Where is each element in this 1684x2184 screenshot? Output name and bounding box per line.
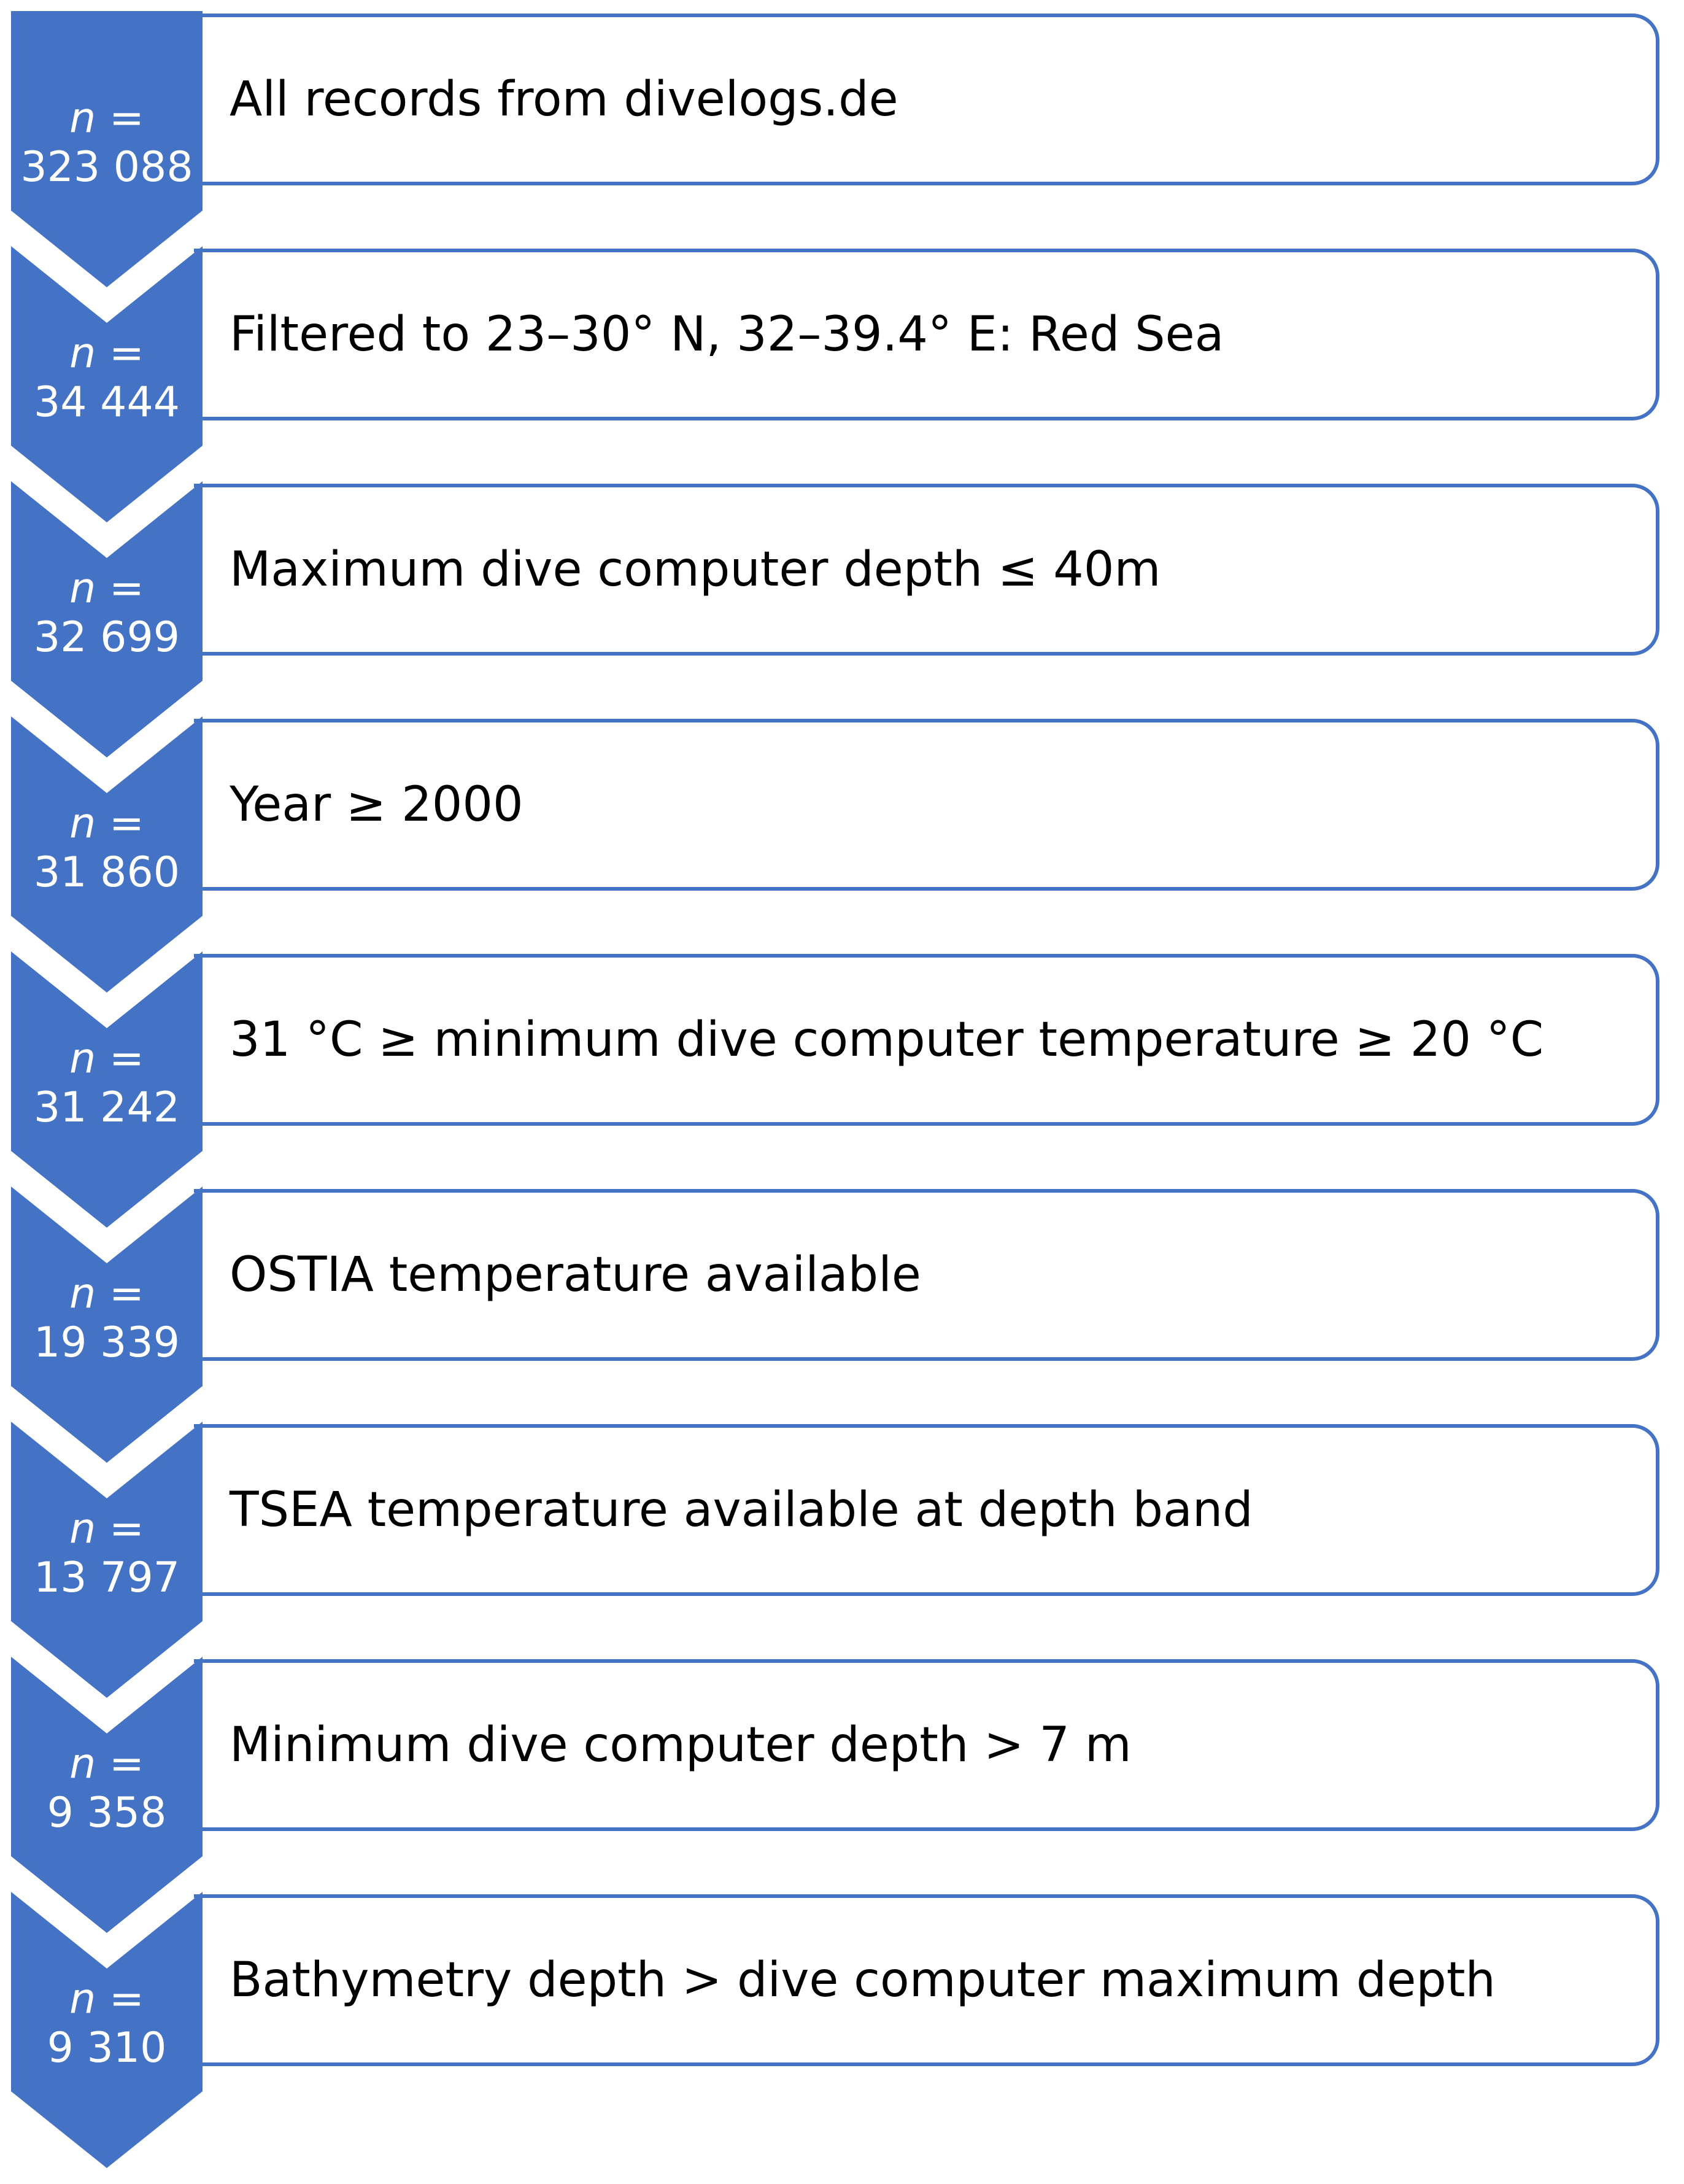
step-n-label: n = bbox=[69, 1504, 144, 1553]
step-box bbox=[194, 1424, 1659, 1596]
step-box bbox=[194, 484, 1659, 656]
step-n-label: n = bbox=[69, 1740, 144, 1788]
step-n-label: n = bbox=[69, 1269, 144, 1318]
step-count: 34 444 bbox=[34, 378, 180, 427]
flow-step-3 bbox=[0, 470, 1684, 707]
step-count: 32 699 bbox=[34, 613, 180, 662]
step-count: 323 088 bbox=[20, 143, 193, 192]
step-box bbox=[194, 14, 1659, 185]
flow-step-9 bbox=[0, 1881, 1684, 2117]
flow-step-6 bbox=[0, 1175, 1684, 1412]
step-description: Filtered to 23–30° N, 32–39.4° E: Red Sea bbox=[230, 307, 1224, 362]
flow-step-2 bbox=[0, 235, 1684, 471]
step-box bbox=[194, 249, 1659, 420]
flow-step-4 bbox=[0, 705, 1684, 942]
step-count: 19 339 bbox=[34, 1319, 180, 1367]
step-description: Maximum dive computer depth ≤ 40m bbox=[230, 542, 1161, 597]
step-description: OSTIA temperature available bbox=[230, 1247, 921, 1303]
step-box bbox=[194, 1659, 1659, 1831]
step-count: 31 242 bbox=[34, 1083, 180, 1132]
step-n-label: n = bbox=[69, 94, 144, 142]
step-description: TSEA temperature available at depth band bbox=[230, 1482, 1253, 1538]
step-description: 31 °C ≥ minimum dive computer temperature ≥ 20 °C bbox=[230, 1012, 1544, 1067]
step-n-label: n = bbox=[69, 799, 144, 848]
step-count: 9 310 bbox=[47, 2024, 167, 2072]
step-box bbox=[194, 1189, 1659, 1361]
step-description: Minimum dive computer depth > 7 m bbox=[230, 1717, 1132, 1773]
step-n-label: n = bbox=[69, 329, 144, 378]
step-n-label: n = bbox=[69, 564, 144, 613]
step-n-label: n = bbox=[69, 1975, 144, 2023]
step-description: Bathymetry depth > dive computer maximum depth bbox=[230, 1953, 1496, 2008]
flow-step-8 bbox=[0, 1646, 1684, 1882]
step-description: All records from divelogs.de bbox=[230, 72, 898, 127]
flow-step-5 bbox=[0, 940, 1684, 1177]
flow-step-1 bbox=[0, 0, 1684, 236]
step-count: 9 358 bbox=[47, 1789, 167, 1837]
step-box bbox=[194, 1894, 1659, 2066]
step-n-label: n = bbox=[69, 1034, 144, 1083]
step-box bbox=[194, 954, 1659, 1126]
step-box bbox=[194, 719, 1659, 891]
step-description: Year ≥ 2000 bbox=[230, 777, 523, 832]
flow-step-7 bbox=[0, 1411, 1684, 1647]
step-count: 13 797 bbox=[34, 1554, 180, 1602]
step-count: 31 860 bbox=[34, 848, 180, 897]
